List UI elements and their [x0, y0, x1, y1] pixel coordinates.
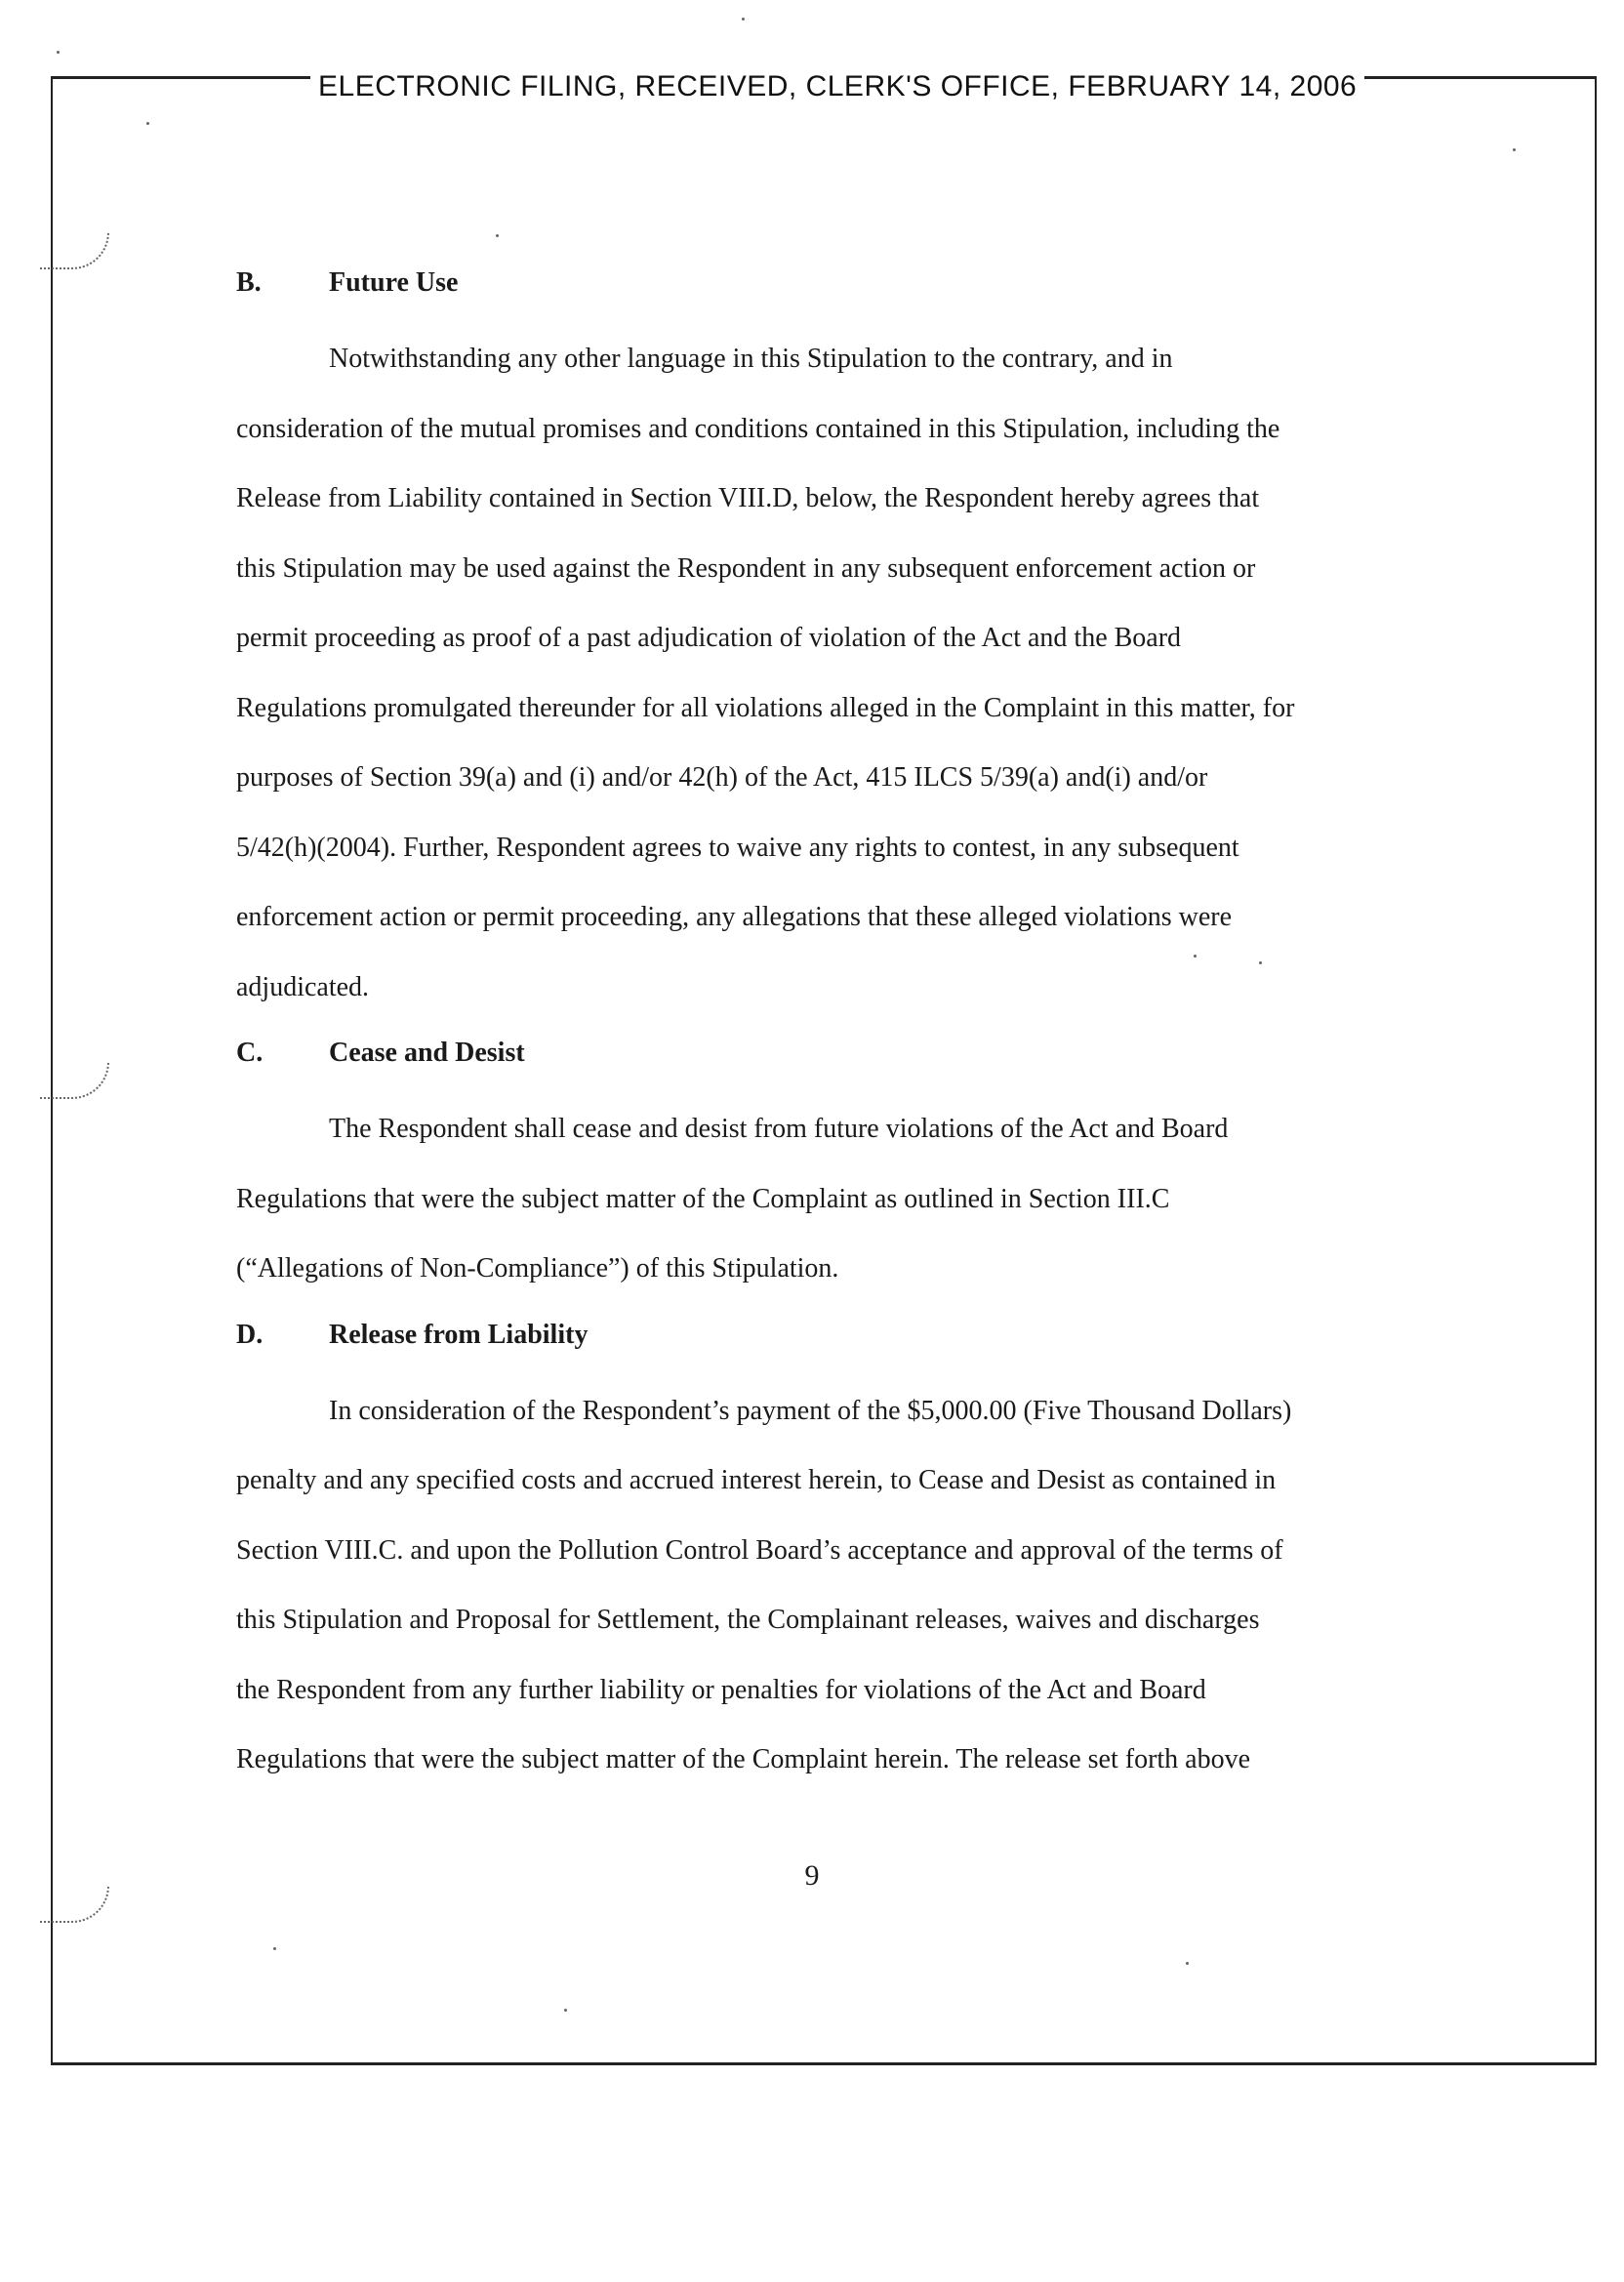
paragraph-line: adjudicated.: [236, 971, 370, 1002]
paragraph-line: (“Allegations of Non-Compliance”) of this Stipulation.: [236, 1253, 839, 1284]
section-paragraph: [236, 1094, 1422, 1304]
page-number: 9: [804, 1859, 820, 1892]
paragraph-line: In consideration of the Respondent’s payment of the $5,000.00 (Five Thousand Dollars): [329, 1395, 1292, 1426]
scan-speck: [57, 51, 60, 54]
section-title: Cease and Desist: [329, 1038, 525, 1068]
scan-speck: [273, 1947, 276, 1950]
paragraph-line: permit proceeding as proof of a past adjudication of violation of the Act and the Board: [236, 623, 1182, 653]
section-letter: C.: [236, 1038, 264, 1068]
section-heading-cease-and-desist: [236, 1034, 1422, 1073]
paragraph-line: Notwithstanding any other language in this Stipulation to the contrary, and in: [329, 344, 1173, 374]
paragraph-line: enforcement action or permit proceeding, any allegations that these alleged violations were: [236, 902, 1233, 932]
paragraph-line: the Respondent from any further liability or penalties for violations of the Act and Board: [236, 1674, 1206, 1705]
paragraph-line: Section VIII.C. and upon the Pollution Control Board’s acceptance and approval of the terms of: [236, 1534, 1283, 1566]
paragraph-line: The Respondent shall cease and desist from future violations of the Act and Board: [329, 1114, 1229, 1144]
scan-speck: [742, 18, 745, 20]
scan-speck: [146, 122, 149, 125]
section-letter: D.: [236, 1319, 264, 1350]
paragraph-line: Release from Liability contained in Section VIII.D, below, the Respondent hereby agrees that: [236, 483, 1260, 513]
section-letter: B.: [236, 267, 262, 298]
paragraph-line: Regulations promulgated thereunder for all violations alleged in the Complaint in this matter, for: [236, 692, 1295, 723]
scan-speck: [1186, 1962, 1189, 1965]
section-title: Future Use: [329, 267, 459, 298]
section-heading-release-from-liability: [236, 1316, 1422, 1355]
scan-speck: [564, 2009, 567, 2012]
paragraph-line: Regulations that were the subject matter of the Complaint as outlined in Section III.C: [236, 1183, 1170, 1214]
paragraph-line: 5/42(h)(2004). Further, Respondent agrees to waive any rights to contest, in any subsequent: [236, 832, 1239, 863]
scan-speck: [1513, 148, 1516, 151]
paragraph-line: this Stipulation and Proposal for Settlement, the Complainant releases, waives and discharges: [236, 1605, 1260, 1635]
paragraph-line: penalty and any specified costs and accrued interest herein, to Cease and Desist as contained in: [236, 1465, 1277, 1495]
paragraph-line: Regulations that were the subject matter of the Complaint herein. The release set forth above: [236, 1744, 1251, 1774]
paragraph-line: purposes of Section 39(a) and (i) and/or 42(h) of the Act, 415 ILCS 5/39(a) and(i) and/or: [236, 762, 1208, 793]
paragraph-line: this Stipulation may be used against the Respondent in any subsequent enforcement action or: [236, 552, 1256, 584]
filing-stamp: ELECTRONIC FILING, RECEIVED, CLERK'S OFFICE, FEBRUARY 14, 2006: [310, 70, 1364, 103]
paragraph-line: consideration of the mutual promises and conditions contained in this Stipulation, including the: [236, 413, 1280, 444]
section-heading-future-use: [236, 264, 1422, 303]
section-paragraph: [236, 1376, 1422, 1795]
section-paragraph: [236, 324, 1422, 1022]
document-body: [236, 264, 1422, 1795]
scan-speck: [496, 234, 499, 237]
section-title: Release from Liability: [329, 1319, 589, 1350]
